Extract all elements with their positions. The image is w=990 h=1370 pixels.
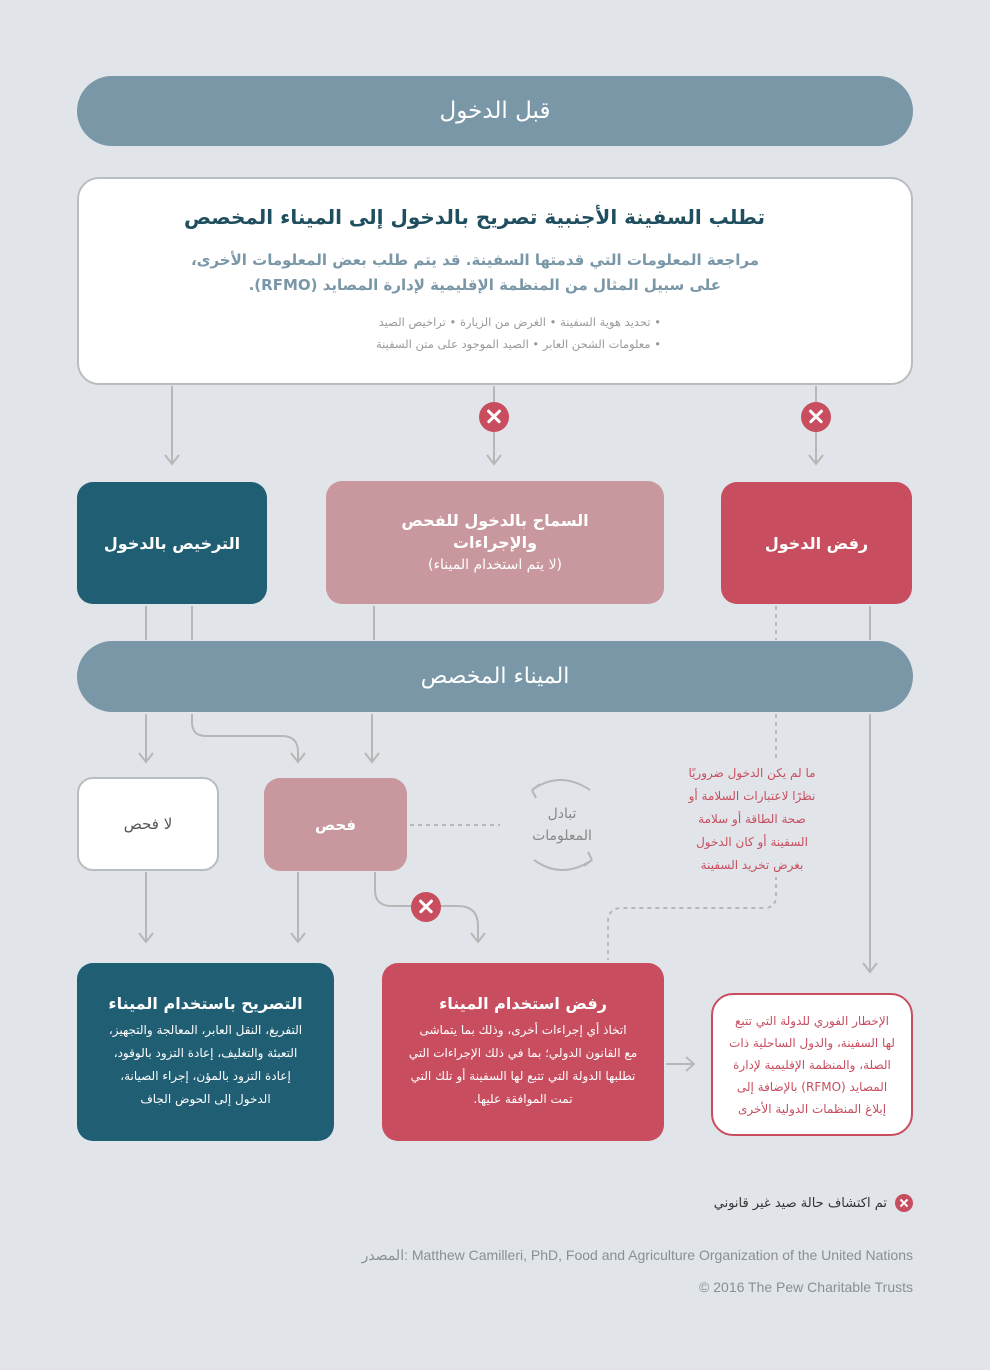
port-use-authorized-line: التعبئة والتغليف، إعادة التزود بالوقود،: [113, 1045, 298, 1060]
entry-authorized-label: الترخيص بالدخول: [103, 533, 241, 553]
port-use-authorized-line: إعادة التزود بالمؤن، إجراء الصيانة،: [120, 1068, 291, 1083]
notification-line: الإخطار الفوري للدولة التي تتبع: [735, 1013, 889, 1028]
info-exchange-line2: المعلومات: [532, 828, 592, 844]
copyright: © 2016 The Pew Charitable Trusts: [699, 1279, 913, 1295]
entry-authorized-box: [77, 482, 267, 604]
port-use-authorized-line: التفريغ، النقل العابر، المعالجة والتجهيز،: [108, 1022, 303, 1037]
source-credit: المصدر: Matthew Camilleri, PhD, Food and Agriculture Organization of the United Nations: [361, 1247, 913, 1263]
legend-label: تم اكتشاف حالة صيد غير قانوني: [713, 1195, 887, 1211]
before-entry-label: قبل الدخول: [439, 98, 551, 124]
exception-note: [660, 762, 844, 877]
before-entry-header: [77, 76, 913, 146]
inspection-label: فحص: [314, 815, 357, 834]
notification-line: إبلاغ المنظمات الدولية الأخرى: [737, 1101, 887, 1116]
request-bullets-line2: • معلومات الشحن العابر • الصيد الموجود على متن السفينة: [375, 337, 661, 351]
port-use-authorized-line: الدخول إلى الحوض الجاف: [140, 1091, 271, 1106]
entry-inspection-line1: السماح بالدخول للفحص: [401, 510, 589, 530]
no-inspection-box: [77, 777, 219, 871]
notification-line: الصلة، والمنظمة الإقليمية لإدارة: [733, 1057, 891, 1072]
entry-request-box: [77, 177, 913, 385]
entry-denied-label: رفض الدخول: [764, 533, 869, 553]
notification-line: المصايد (RFMO) بالإضافة إلى: [736, 1079, 888, 1094]
info-exchange-line1: تبادل: [547, 806, 577, 822]
designated-port-header: [77, 641, 913, 712]
port-use-denied-line: اتخاذ أي إجراءات أخرى، وذلك بما يتماشى: [419, 1022, 627, 1037]
entry-inspection-line2: والإجراءات: [452, 532, 538, 552]
exception-note-line: ما لم يكن الدخول ضروريًا: [688, 766, 816, 780]
legend: [714, 1194, 913, 1212]
entry-denied-box: [721, 482, 912, 604]
exception-note-line: السفينة أو كان الدخول: [696, 835, 808, 849]
port-use-denied-line: تمت الموافقة عليها.: [473, 1091, 573, 1106]
request-subtitle-line2: على سبيل المثال من المنظمة الإقليمية لإدارة المصايد (RFMO).: [248, 276, 721, 294]
illegal-fishing-icon: [479, 402, 509, 432]
request-title: تطلب السفينة الأجنبية تصريح بالدخول إلى الميناء المخصص: [183, 205, 765, 229]
inspection-box: [264, 778, 407, 871]
designated-port-label: الميناء المخصص: [420, 664, 570, 689]
request-bullets-line1: • تحديد هوية السفينة • الغرض من الزيارة • تراخيص الصيد: [378, 315, 661, 329]
port-use-authorized-title: التصريح باستخدام الميناء: [108, 993, 303, 1013]
no-inspection-label: لا فحص: [123, 815, 173, 833]
notification-line: لها السفينة، والدول الساحلية ذات: [729, 1035, 895, 1050]
entry-inspection-box: [326, 481, 664, 604]
exception-note-line: نظرًا لاعتبارات السلامة أو: [688, 789, 816, 803]
illegal-fishing-icon: [411, 892, 441, 922]
request-subtitle-line1: مراجعة المعلومات التي قدمتها السفينة. قد يتم طلب بعض المعلومات الأخرى،: [191, 251, 759, 269]
entry-inspection-note: (لا يتم استخدام الميناء): [427, 556, 563, 573]
illegal-fishing-icon: [801, 402, 831, 432]
port-use-denied-title: رفض استخدام الميناء: [439, 993, 607, 1013]
port-use-authorized-box: [77, 963, 334, 1141]
port-use-denied-line: تطلبها الدولة التي تتبع لها السفينة أو تلك التي: [410, 1068, 636, 1083]
exception-note-line: بغرض تخريد السفينة: [700, 858, 804, 872]
info-exchange: [510, 800, 614, 850]
port-use-denied-box: [382, 963, 664, 1141]
illegal-fishing-legend-icon: [895, 1194, 913, 1212]
port-use-denied-line: مع القانون الدولي؛ بما في ذلك الإجراءات التي: [408, 1045, 638, 1060]
notification-box: [711, 993, 913, 1136]
exception-note-line: صحة الطاقة أو سلامة: [698, 812, 806, 826]
